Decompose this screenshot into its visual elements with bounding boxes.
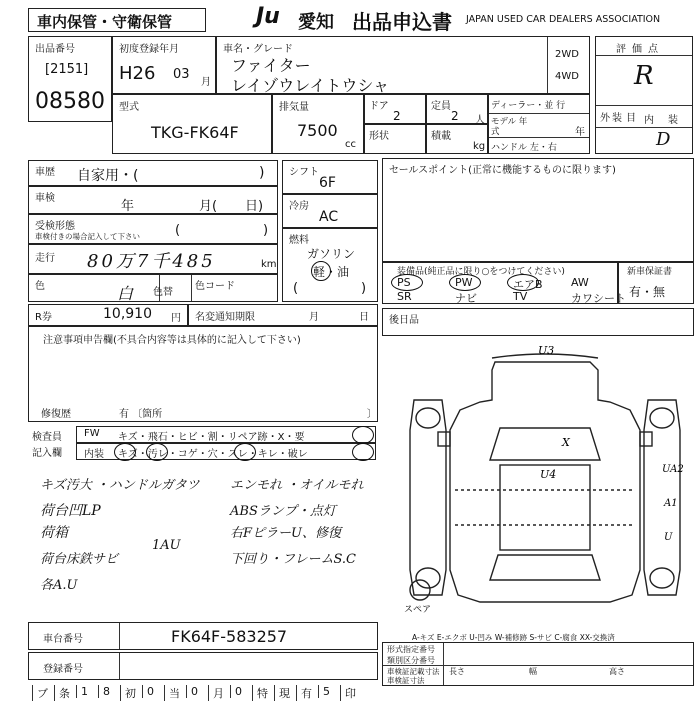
recycle-amount: 10,910 [103, 306, 152, 322]
equipment-item: PS [397, 276, 411, 289]
chassis-label: 車台番号 [43, 634, 83, 645]
notes-label: 注意事項申告欄(不具合内容等は具体的に記入して下さい) [43, 335, 301, 346]
notes-box [28, 326, 378, 422]
region-label: 愛知 [298, 12, 334, 33]
equipment-label: 装備品(純正品に限り○をつけてください) [397, 267, 565, 277]
lot-label: 出品番号 [35, 44, 75, 55]
color-value: 白 [117, 284, 134, 303]
mark-u3: U3 [538, 344, 555, 357]
bottom-cell: 5 [318, 685, 330, 698]
handwritten-notes [34, 468, 384, 598]
dealer-label: ディーラー・並 行 [491, 101, 566, 111]
doors-box [364, 94, 426, 124]
name-change-box [188, 304, 378, 326]
back-box [382, 308, 694, 336]
history-label: 車歴 [35, 167, 55, 178]
doors-value: 2 [393, 109, 401, 123]
accept-box [28, 214, 278, 244]
history-close: ) [259, 165, 265, 181]
equipment-item: PW [455, 276, 473, 289]
bottom-cell: 初 [120, 685, 136, 701]
note-5: 荷箱 [40, 525, 68, 541]
doors-label: ドア [369, 101, 389, 112]
shape-label: 形状 [369, 131, 389, 142]
dealer-model-year-unit: 年 [575, 127, 585, 138]
repair-label: 修復歴 [41, 409, 71, 420]
mark-u: U [664, 532, 673, 543]
drive-4wd: 4WD [555, 71, 579, 82]
interior-items: キズ・汚レ・コゲ・穴・スレ・キレ・破レ [118, 449, 308, 460]
dim-w: 幅 [529, 667, 537, 676]
outer-label-2: 装 [612, 113, 622, 124]
evaluation-score: R [634, 61, 654, 91]
mileage-label: 走行 [35, 253, 55, 264]
repair-value: 有 〔箇所 [119, 409, 163, 420]
first-reg-label: 初度登録年月 [119, 44, 179, 55]
accept-label: 受検形態 [35, 221, 75, 232]
load-label: 積載 [431, 131, 451, 142]
dims-box [382, 642, 694, 686]
equipment-item: TV [513, 290, 528, 303]
new-warranty-value: 有・無 [629, 285, 666, 299]
note-9: 下回り・フレームS.C [230, 552, 357, 567]
equipment-circle [507, 274, 539, 291]
capacity-value: 2 [451, 109, 459, 123]
recycle-box [28, 304, 188, 326]
model-label: 型式 [119, 102, 139, 113]
dealer-handle-label: ハンドル 左・右 [491, 143, 557, 153]
inspection-box [28, 186, 278, 214]
interior-label: 内装 [84, 449, 104, 460]
dealer-model-year-label: モデル 年式 [491, 117, 528, 137]
bottom-cell: 月 [208, 685, 224, 701]
first-reg-month: 03 [173, 67, 190, 82]
note-8: 荷台床鉄サビ [40, 552, 119, 567]
equipment-item: エアB [513, 278, 543, 291]
fuel-open: ( [293, 281, 299, 296]
lot-code: [2151] [45, 62, 89, 77]
inspection-month: 月( [199, 199, 218, 214]
lot-number: 08580 [35, 89, 105, 114]
fuel-close: ) [361, 281, 367, 296]
bottom-cell: 特 [252, 685, 268, 701]
load-box [426, 124, 488, 154]
equipment-grid [385, 276, 626, 305]
first-reg-year: H26 [119, 63, 156, 84]
capacity-label: 定員 [431, 101, 451, 112]
name-change-label: 名変通知期限 [195, 312, 255, 323]
length-label: 車検証記載寸法 [387, 667, 440, 676]
reg-box [28, 652, 378, 680]
first-reg-month-unit: 月 [201, 77, 211, 88]
color-change-label: 色替 [153, 287, 173, 298]
note-3: 荷台凹LP [40, 503, 101, 519]
mark-a1: A1 [664, 498, 678, 509]
car-diagram [400, 340, 690, 620]
bottom-cell: 0 [142, 685, 154, 698]
bottom-cell: 1 [76, 685, 88, 698]
interior-grade: D [656, 129, 671, 150]
equipment-item: ナビ [455, 292, 477, 305]
color-box [28, 274, 278, 302]
note-7: 1AU [152, 538, 181, 553]
class-label: 類別区分番号 [387, 656, 435, 665]
evaluation-label: 評価点 [616, 44, 664, 55]
equipment-circle [449, 274, 481, 291]
bottom-cell: 有 [296, 685, 312, 701]
bottom-row [28, 684, 368, 700]
equipment-item: カワシート [571, 292, 626, 305]
interior-label-1: 内 [644, 115, 654, 126]
sales-point-box [382, 158, 694, 262]
model-code: TKG-FK64F [151, 123, 239, 142]
shift-value: 6F [319, 175, 336, 191]
drive-2wd: 2WD [555, 49, 579, 60]
form-cert-label: 形式指定番号 [387, 645, 435, 654]
history-box [28, 160, 278, 186]
form-title: 出品申込書 [352, 10, 452, 34]
bottom-cell: 8 [98, 685, 110, 698]
bottom-cell: 当 [164, 685, 180, 701]
ac-label: 冷房 [289, 201, 309, 212]
mileage-unit: km [261, 259, 277, 270]
name-change-month: 月 [309, 312, 319, 323]
after-label: 車検証寸法 [387, 676, 425, 685]
vehicle-name-label: 車名・グレード [223, 44, 293, 55]
inspection-label: 車検 [35, 193, 55, 204]
fuel-value: ガソリン [307, 247, 356, 261]
lot-box [28, 36, 112, 122]
sales-point-label: セールスポイント(正常に機能するものに限ります) [389, 165, 616, 176]
new-warranty-box [618, 262, 694, 304]
model-box [112, 94, 272, 154]
color-label: 色 [35, 281, 45, 292]
storage-label: 車内保管・守衛保管 [37, 13, 173, 31]
note-10: 各A.U [40, 578, 78, 593]
displacement-unit: cc [345, 139, 356, 150]
vehicle-grade: レイゾウレイトウシャ [231, 76, 390, 95]
storage-box [28, 8, 206, 32]
dim-l: 長さ [449, 667, 465, 676]
fw-label: FW [84, 428, 100, 439]
equipment-item: AW [571, 276, 589, 289]
ju-logo: Ju [256, 4, 280, 29]
inspection-year: 年 [121, 199, 135, 214]
mark-x: X [562, 436, 570, 449]
note-4: ABSランプ・点灯 [230, 504, 336, 519]
spare-label: スペア [404, 605, 432, 615]
dealer-box [488, 94, 590, 154]
filler-label: 記入欄 [32, 448, 62, 459]
legend: A-キズ E-エクボ U-凹み W-補修跡 S-サビ C-腐食 XX-交換済 [412, 633, 615, 642]
capacity-unit: 人 [475, 115, 485, 126]
chassis-box [28, 622, 378, 650]
evaluation-box [595, 36, 693, 154]
mark-u4: U4 [540, 468, 557, 481]
bottom-cell: 現 [274, 685, 290, 701]
note-2: エンモれ ・オイルモれ [230, 478, 364, 493]
outer-label-3: 目 [626, 113, 636, 124]
name-change-day: 日 [359, 312, 369, 323]
bottom-cell: 条 [54, 685, 70, 701]
mileage-handwritten: 80万7千485 [87, 251, 216, 272]
shift-box [282, 160, 378, 194]
note-6: 右FピラーU、修復 [230, 526, 341, 541]
repair-close: 〕 [367, 409, 377, 420]
dim-h: 高さ [609, 667, 625, 676]
fuel-label: 燃料 [289, 235, 309, 246]
english-title: JAPAN USED CAR DEALERS ASSOCIATION [466, 14, 661, 25]
bottom-cell: 0 [186, 685, 198, 698]
vehicle-name-box [216, 36, 590, 94]
load-unit: kg [473, 141, 486, 152]
accept-note: 車検付きの場合記入して下さい [35, 232, 140, 241]
fuel-alt: 軽・油 [313, 265, 350, 279]
interior-label-2: 装 [668, 115, 678, 126]
history-value: 自家用・( [77, 168, 139, 184]
displacement-value: 7500 [297, 121, 338, 140]
reg-label: 登録番号 [43, 664, 83, 675]
color-code-label: 色コード [195, 281, 235, 292]
inspector-area [28, 426, 378, 462]
back-label: 後日品 [389, 315, 419, 326]
shape-box [364, 124, 426, 154]
vehicle-name: ファイター [231, 56, 311, 75]
equipment-item: SR [397, 290, 412, 303]
first-reg-box [112, 36, 216, 94]
fuel-box [282, 228, 378, 302]
mileage-box [28, 244, 278, 274]
displacement-label: 排気量 [279, 102, 309, 113]
inspection-day: 日) [245, 199, 264, 214]
outer-label-1: 外 [600, 113, 610, 124]
bottom-cell: 0 [230, 685, 242, 698]
ac-box [282, 194, 378, 228]
fw-items: キズ・飛石・ヒビ・割・リペア跡・X・要 [118, 432, 305, 443]
checker-label: 検査員 [32, 432, 62, 443]
bottom-cell: ブ [32, 685, 48, 701]
equipment-circle [391, 274, 423, 291]
bottom-cell: 印 [340, 685, 356, 701]
accept-open: ( [175, 223, 181, 238]
chassis-value: FK64F-583257 [171, 627, 288, 646]
note-1: キズ汚大 ・ハンドルガタツ [40, 478, 200, 493]
displacement-box [272, 94, 364, 154]
new-warranty-label: 新車保証書 [627, 267, 673, 277]
shift-label: シフト [289, 167, 319, 178]
ac-value: AC [319, 209, 339, 225]
recycle-unit: 円 [171, 313, 181, 324]
recycle-label: R券 [35, 312, 52, 323]
capacity-box [426, 94, 488, 124]
mark-ua2: UA2 [662, 464, 684, 475]
accept-close: ) [263, 223, 269, 238]
